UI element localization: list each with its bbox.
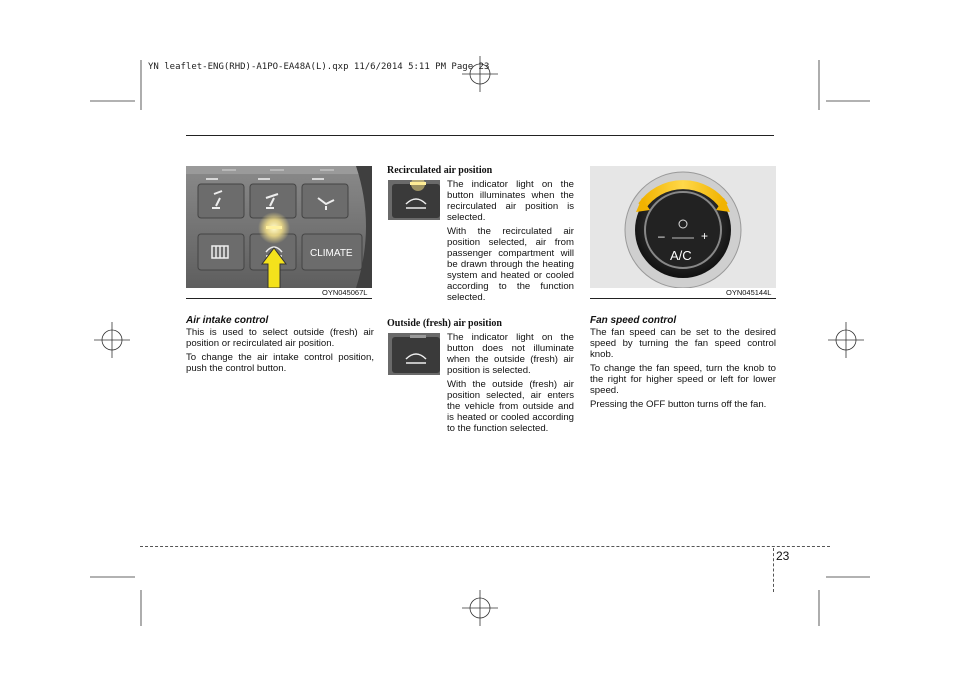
paragraph: Pressing the OFF button turns off the fan. bbox=[590, 399, 767, 410]
image-code: OYN045067L bbox=[322, 288, 368, 297]
print-slug: YN leaflet-ENG(RHD)-A1PO-EA48A(L).qxp 11/6/2014 5:11 PM Page 23 bbox=[148, 62, 490, 72]
paragraph: With the recirculated air position selected, air from passenger compartment will be drawn through the heating system and heated or cooled according to the function selected. bbox=[447, 226, 574, 303]
page-number: 23 bbox=[776, 549, 790, 563]
image-underline bbox=[186, 298, 372, 299]
paragraph: The indicator light on the button illuminates when the recirculated air position is selected. bbox=[447, 179, 574, 223]
paragraph: To change the fan speed, turn the knob to the right for higher speed or left for lower speed. bbox=[590, 363, 776, 396]
heading-recirculated: Recirculated air position bbox=[387, 165, 493, 176]
knob-ac-label: A/C bbox=[670, 248, 692, 263]
footer-vertical-rule bbox=[773, 548, 774, 592]
paragraph: To change the air intake control position, push the control button. bbox=[186, 352, 374, 374]
image-code: OYN045144L bbox=[726, 288, 772, 297]
paragraph: The fan speed can be set to the desired speed by turning the fan speed control knob. bbox=[590, 327, 776, 360]
heading-outside: Outside (fresh) air position bbox=[387, 318, 502, 329]
fan-knob-image bbox=[590, 166, 776, 288]
paragraph: With the outside (fresh) air position selected, air enters the vehicle from outside and is heated or cooled according to the function selected. bbox=[447, 379, 574, 434]
heading-air-intake: Air intake control bbox=[186, 315, 269, 326]
paragraph: The indicator light on the button does not illuminate when the outside (fresh) air position is selected. bbox=[447, 332, 574, 376]
paragraph: This is used to select outside (fresh) air position or recirculated air position. bbox=[186, 327, 374, 349]
climate-label: CLIMATE bbox=[310, 248, 353, 259]
image-underline bbox=[590, 298, 776, 299]
outside-text bbox=[447, 332, 574, 437]
outside-button-image bbox=[388, 333, 440, 375]
knob-minus-label: – bbox=[658, 229, 665, 243]
recirc-text bbox=[447, 179, 574, 306]
column-3 bbox=[590, 315, 776, 413]
footer-rule bbox=[140, 546, 830, 547]
climate-panel-image bbox=[186, 166, 372, 288]
recirc-button-image bbox=[388, 180, 440, 220]
knob-plus-label: + bbox=[701, 229, 709, 243]
header-rule bbox=[186, 135, 774, 136]
column-1 bbox=[186, 315, 374, 377]
heading-fan-speed: Fan speed control bbox=[590, 315, 677, 326]
